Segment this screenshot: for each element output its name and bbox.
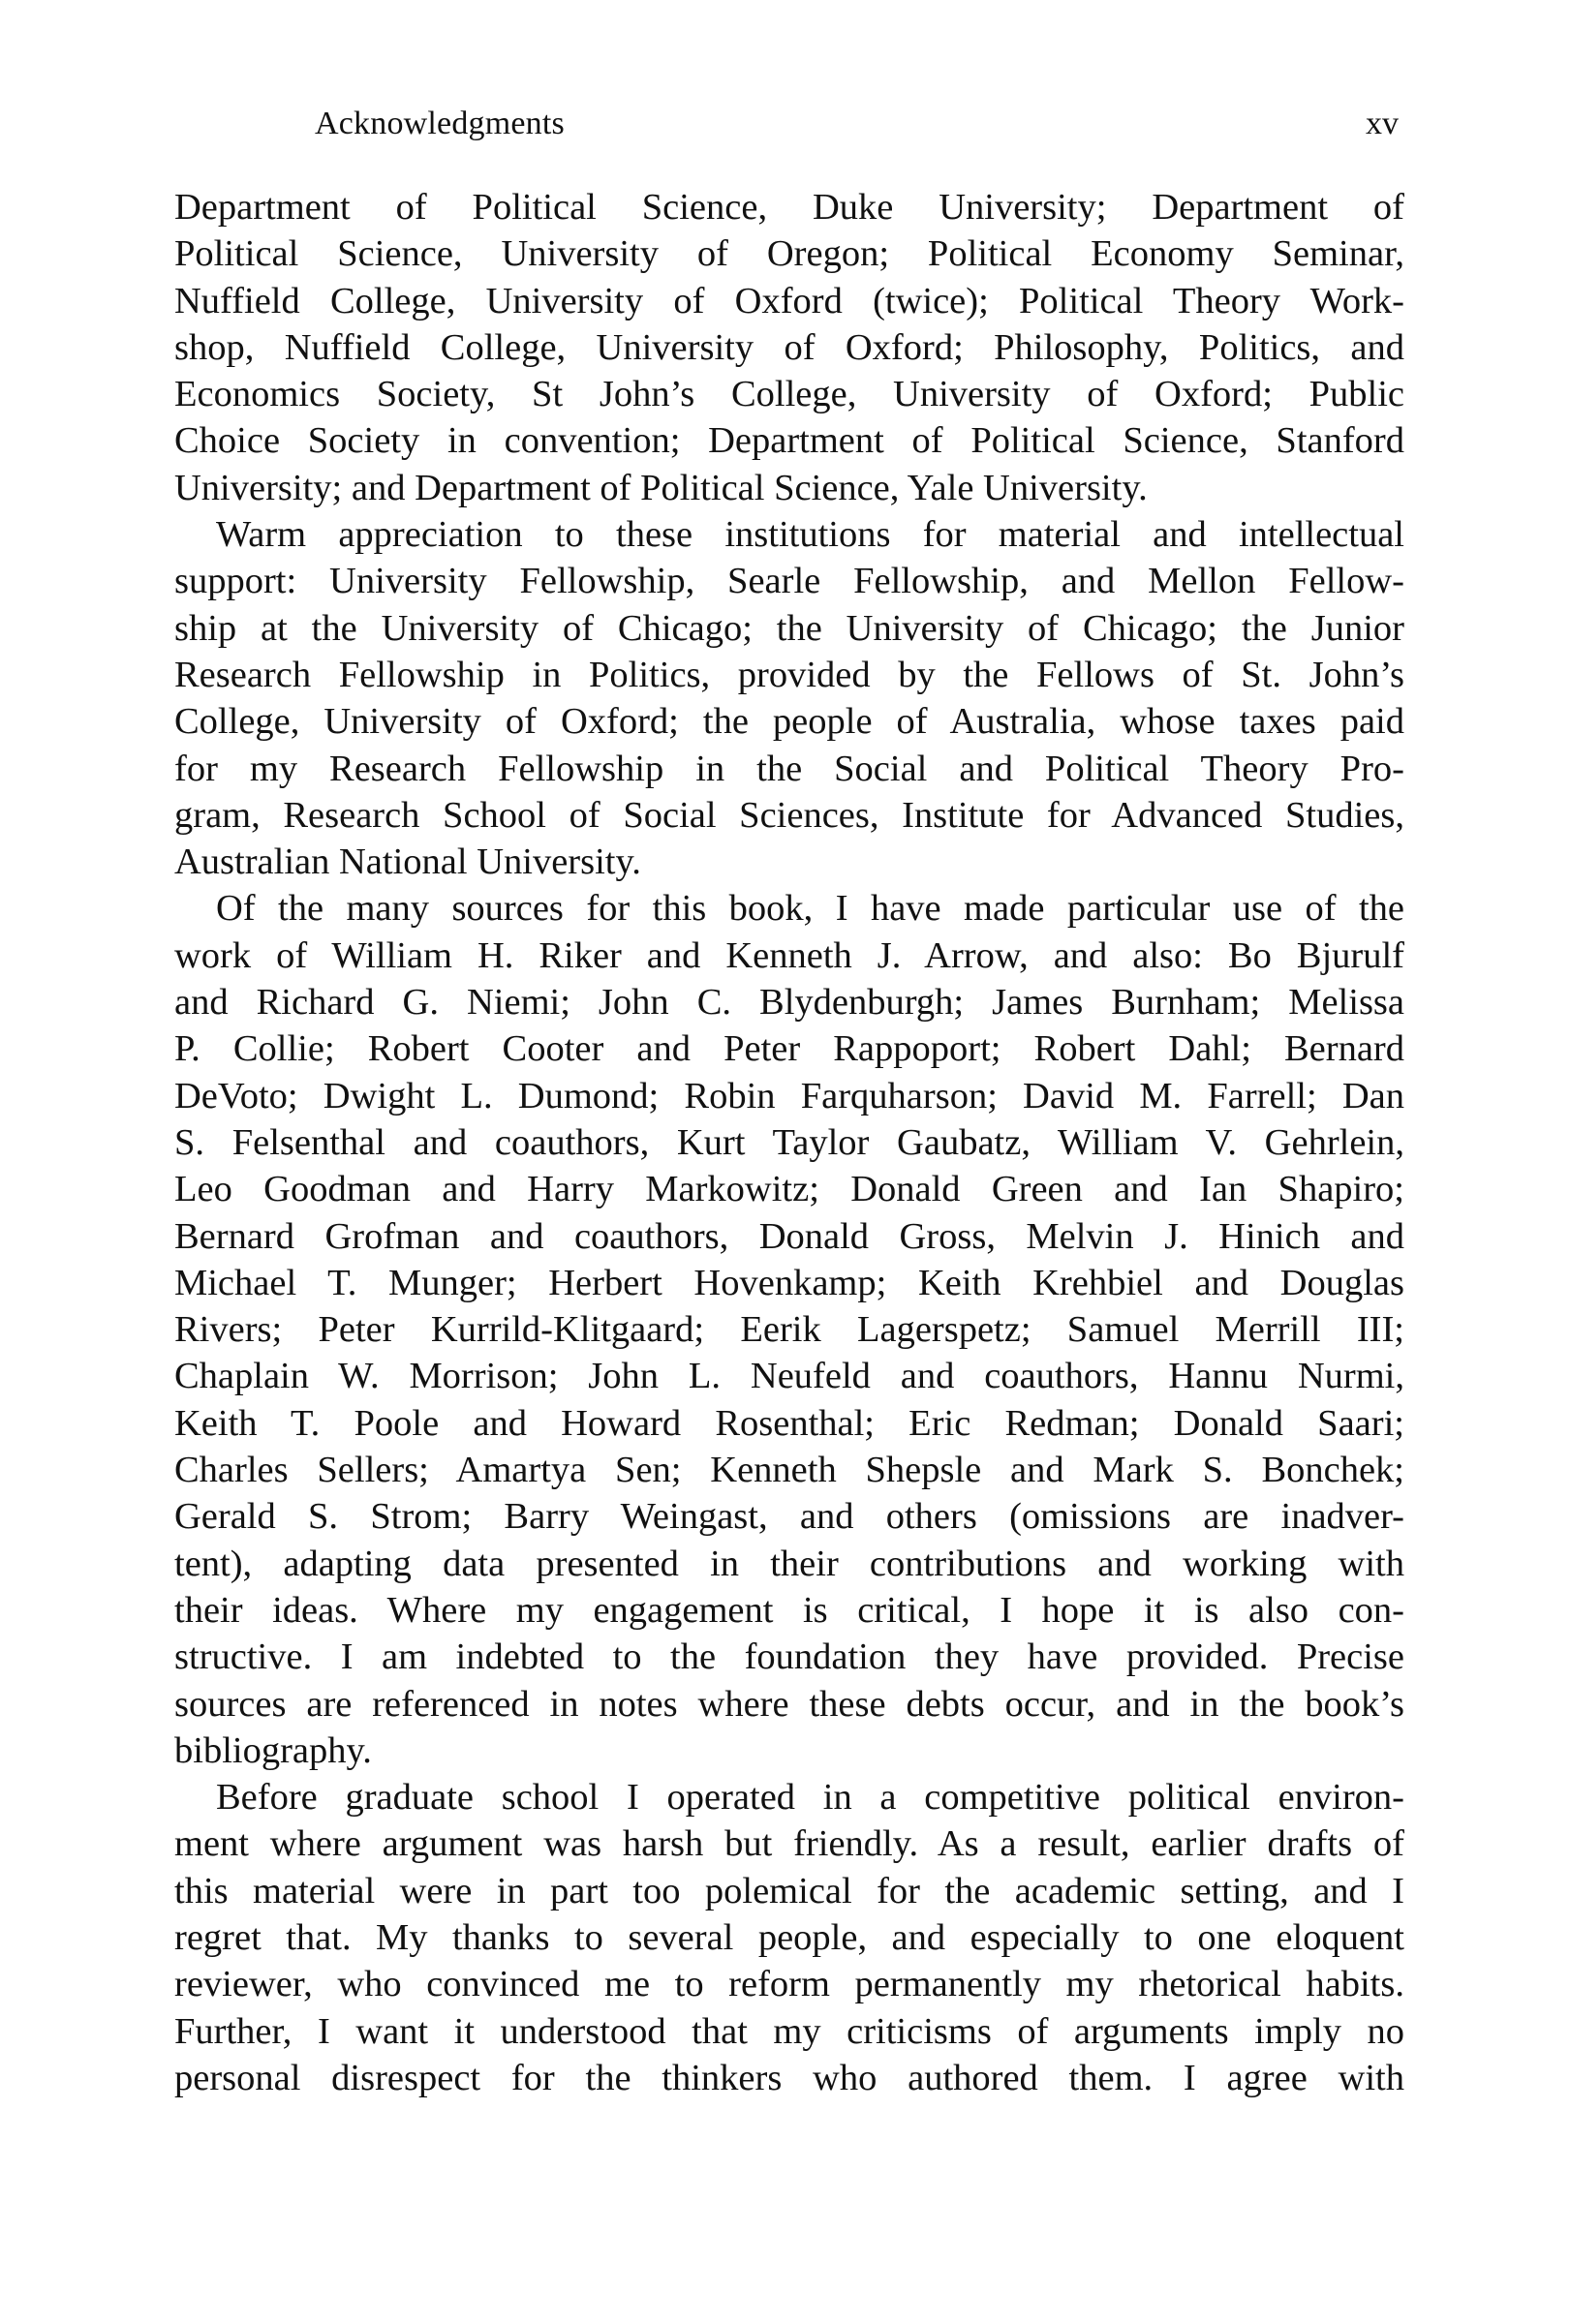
text-line: Research Fellowship in Politics, provided by the Fellows of St. John’s [174,654,1404,695]
paragraph-graduate-school [174,1774,1404,2101]
text-line: Charles Sellers; Amartya Sen; Kenneth Shepsle and Mark S. Bonchek; [174,1450,1404,1491]
text-line: College, University of Oxford; the people of Australia, whose taxes paid [174,701,1404,743]
running-head: Acknowledgments [315,106,565,141]
text-line: regret that. My thanks to several people, and especially to one eloquent [174,1916,1404,1958]
text-line: Of the many sources for this book, I have made particular use of the [216,888,1404,930]
text-line: Bernard Grofman and coauthors, Donald Gross, Melvin J. Hinich and [174,1215,1404,1257]
text-line: ment where argument was harsh but friendly. As a result, earlier drafts of [174,1823,1404,1865]
text-line: Nuffield College, University of Oxford (twice); Political Theory Work- [174,280,1404,321]
text-line: for my Research Fellowship in the Social and Political Theory Pro- [174,748,1404,789]
text-line: Political Science, University of Oregon; Political Economy Seminar, [174,233,1404,275]
text-line: gram, Research School of Social Sciences, Institute for Advanced Studies, [174,794,1404,836]
text-line: Australian National University. [174,841,641,883]
text-line: work of William H. Riker and Kenneth J. Arrow, and also: Bo Bjurulf [174,934,1404,976]
text-line: Department of Political Science, Duke University; Department of [174,187,1404,228]
text-line: DeVoto; Dwight L. Dumond; Robin Farquharson; David M. Farrell; Dan [174,1075,1404,1116]
text-line: Further, I want it understood that my criticisms of arguments imply no [174,2010,1404,2052]
text-line: Michael T. Munger; Herbert Hovenkamp; Keith Krehbiel and Douglas [174,1262,1404,1303]
text-line: Warm appreciation to these institutions for material and intellectual [216,514,1404,556]
paragraph-sources [174,885,1404,1774]
text-line: shop, Nuffield College, University of Oxford; Philosophy, Politics, and [174,326,1404,368]
text-line: bibliography. [174,1729,372,1771]
text-line: sources are referenced in notes where these debts occur, and in the book’s [174,1683,1404,1725]
text-line: S. Felsenthal and coauthors, Kurt Taylor Gaubatz, William V. Gehrlein, [174,1121,1404,1163]
text-line: Chaplain W. Morrison; John L. Neufeld and coauthors, Hannu Nurmi, [174,1356,1404,1397]
text-line: Before graduate school I operated in a competitive political environ- [216,1777,1404,1819]
text-line: ship at the University of Chicago; the University of Chicago; the Junior [174,607,1404,649]
text-line: Rivers; Peter Kurrild-Klitgaard; Eerik Lagerspetz; Samuel Merrill III; [174,1309,1404,1351]
text-line: their ideas. Where my engagement is critical, I hope it is also con- [174,1589,1404,1631]
text-line: Choice Society in convention; Department of Political Science, Stanford [174,420,1404,462]
text-line: P. Collie; Robert Cooter and Peter Rappoport; Robert Dahl; Bernard [174,1028,1404,1070]
text-line: Keith T. Poole and Howard Rosenthal; Eric Redman; Donald Saari; [174,1402,1404,1444]
page-number: xv [1366,106,1399,141]
text-line: Economics Society, St John’s College, University of Oxford; Public [174,374,1404,415]
text-line: tent), adapting data presented in their contributions and working with [174,1543,1404,1584]
text-line: support: University Fellowship, Searle Fellowship, and Mellon Fellow- [174,561,1404,602]
body-text [174,184,1404,2101]
text-line: and Richard G. Niemi; John C. Blydenburgh; James Burnham; Melissa [174,982,1404,1024]
text-line: structive. I am indebted to the foundation they have provided. Precise [174,1636,1404,1678]
paragraph-institutions [174,511,1404,885]
text-line: University; and Department of Political Science, Yale University. [174,467,1148,508]
text-line: Gerald S. Strom; Barry Weingast, and others (omissions are inadver- [174,1496,1404,1538]
text-line: reviewer, who convinced me to reform permanently my rhetorical habits. [174,1964,1404,2005]
text-line: personal disrespect for the thinkers who authored them. I agree with [174,2057,1404,2098]
text-line: Leo Goodman and Harry Markowitz; Donald Green and Ian Shapiro; [174,1169,1404,1210]
paragraph-venues [174,184,1404,511]
text-line: this material were in part too polemical for the academic setting, and I [174,1870,1404,1911]
